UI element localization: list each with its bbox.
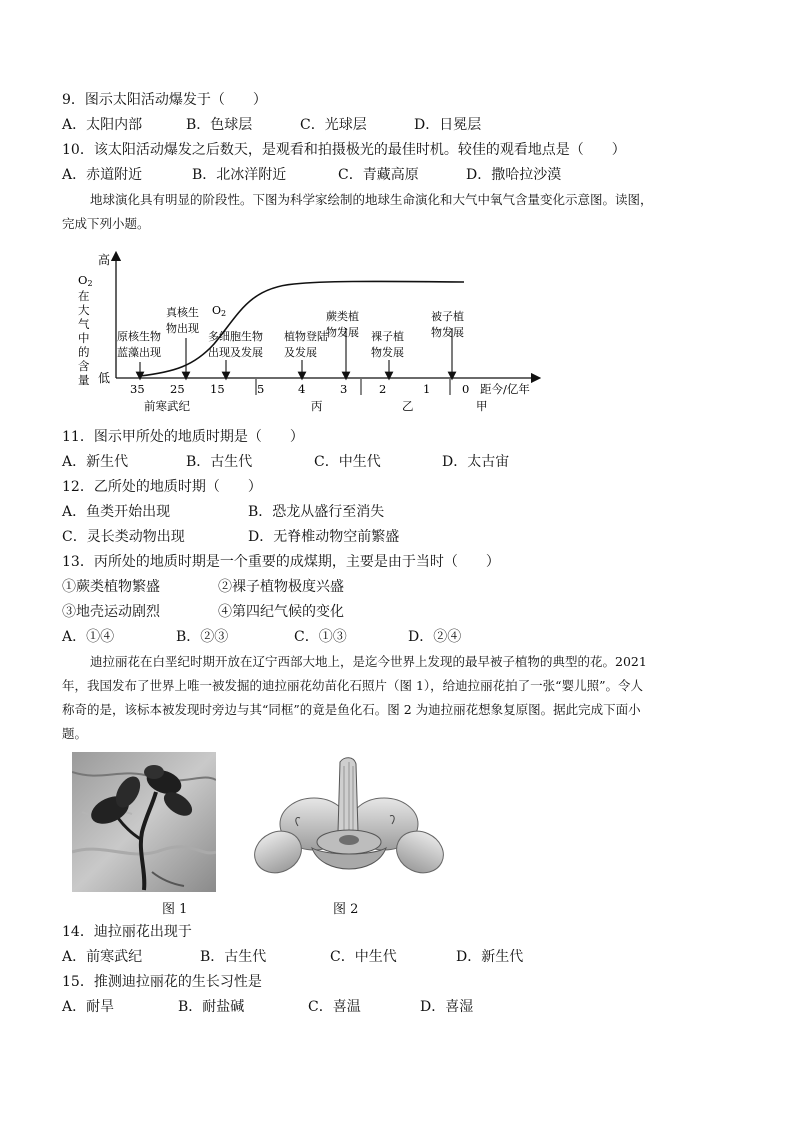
q14-option-c: C．中生代 — [330, 949, 397, 965]
svg-text:量: 量 — [78, 373, 90, 387]
passage-2-line-1: 迪拉丽花在白垩纪时期开放在辽宁西部大地上，是迄今世界上发现的最早被子植物的典型的花。2021 — [90, 654, 647, 669]
event-label-3a: 多细胞生物 — [208, 330, 263, 343]
event-label-6a: 裸子植 — [371, 330, 404, 343]
q12-option-c: C．灵长类动物出现 — [62, 529, 185, 545]
fossil-photo — [72, 752, 216, 892]
figure-2-caption: 图 2 — [333, 902, 359, 917]
tick-35: 35 — [130, 382, 145, 396]
q11-option-d: D．太古宙 — [442, 454, 510, 470]
q11-stem: 11．图示甲所处的地质时期是（ ） — [62, 429, 304, 445]
event-label-2b: 物出现 — [166, 322, 199, 335]
q13-option-b: B．②③ — [176, 629, 229, 645]
q9-option-b: B．色球层 — [186, 117, 253, 133]
q9-option-a: A．太阳内部 — [62, 117, 143, 133]
event-label-4a: 植物登陆 — [284, 330, 328, 343]
passage-1-line-2: 完成下列小题。 — [62, 216, 150, 231]
q15-option-a: A．耐旱 — [62, 999, 115, 1015]
svg-text:的: 的 — [78, 345, 90, 359]
q14-stem: 14．迪拉丽花出现于 — [62, 924, 192, 940]
y-axis-title — [78, 273, 93, 387]
passage-1 — [62, 188, 730, 236]
q15-option-d: D．喜湿 — [420, 999, 474, 1015]
q14-option-a: A．前寒武纪 — [62, 949, 143, 965]
passage-2-line-4: 题。 — [62, 726, 88, 741]
q15-option-b: B．耐盐碱 — [178, 999, 245, 1015]
passage-2-line-3: 称奇的是，该标本被发现时旁边与其“同框”的竟是鱼化石。图 2 为迪拉丽花想象复原图。据此完成下面小 — [62, 702, 641, 717]
q14-option-b: B．古生代 — [200, 949, 267, 965]
q13-stem: 13．丙所处的地质时期是一个重要的成煤期，主要是由于当时（ ） — [62, 554, 500, 570]
q10-option-a: A．赤道附近 — [62, 167, 143, 183]
era-precambrian: 前寒武纪 — [144, 399, 190, 413]
era-bing: 丙 — [311, 399, 323, 413]
tick-5: 5 — [257, 382, 265, 396]
y-high-label: 高 — [98, 253, 111, 267]
q13-option-d: D．②④ — [408, 629, 462, 645]
svg-text:气: 气 — [78, 317, 90, 331]
q10-option-d: D．撒哈拉沙漠 — [466, 167, 562, 183]
figure-1-caption: 图 1 — [162, 902, 188, 917]
q11-option-b: B．古生代 — [186, 454, 253, 470]
q10-option-c: C．青藏高原 — [338, 167, 419, 183]
tick-15: 15 — [210, 382, 225, 396]
q11-option-c: C．中生代 — [314, 454, 381, 470]
q13-statement-4: ④第四纪气候的变化 — [218, 604, 344, 620]
q13-option-c: C．①③ — [294, 629, 347, 645]
q9-stem: 9．图示太阳活动爆发于（ ） — [62, 92, 267, 108]
q12-stem: 12．乙所处的地质时期（ ） — [62, 479, 262, 495]
event-label-6b: 物发展 — [371, 346, 404, 359]
event-label-2a: 真核生 — [166, 306, 199, 319]
oxygen-evolution-chart — [64, 248, 554, 418]
event-label-1b: 蓝藻出现 — [117, 346, 161, 359]
x-tick-labels — [130, 382, 469, 396]
tick-4: 4 — [298, 382, 306, 396]
event-label-5a: 蕨类植 — [326, 310, 359, 323]
tick-3: 3 — [340, 382, 348, 396]
tick-0: 0 — [462, 382, 470, 396]
event-label-3b: 出现及发展 — [208, 346, 263, 359]
x-axis-title: 距今/亿年 — [480, 382, 530, 396]
q14-option-d: D．新生代 — [456, 949, 524, 965]
q13-statement-1: ①蕨类植物繁盛 — [62, 579, 160, 595]
q12-option-b: B．恐龙从盛行至消失 — [248, 504, 385, 520]
passage-2-line-2: 年，我国发布了世界上唯一被发掘的迪拉丽花幼苗化石照片（图 1），给迪拉丽花拍了一张“婴儿照”。令人 — [62, 678, 643, 693]
q12-option-a: A．鱼类开始出现 — [62, 504, 171, 520]
svg-text:中: 中 — [78, 331, 90, 345]
curve-label: O2 — [212, 304, 227, 318]
event-label-1a: 原核生物 — [117, 330, 161, 343]
svg-text:在: 在 — [78, 289, 90, 303]
q15-option-c: C．喜温 — [308, 999, 361, 1015]
event-label-5b: 物发展 — [326, 326, 359, 339]
event-label-7a: 被子植 — [431, 310, 464, 323]
passage-1-line-1: 地球演化具有明显的阶段性。下图为科学家绘制的地球生命演化和大气中氧气含量变化示意图。读图， — [90, 192, 653, 207]
q10-option-b: B．北冰洋附近 — [192, 167, 287, 183]
era-yi: 乙 — [402, 399, 414, 413]
event-label-7b: 物发展 — [431, 326, 464, 339]
q15-stem: 15．推测迪拉丽花的生长习性是 — [62, 974, 262, 990]
passage-2 — [62, 650, 730, 746]
q9-option-c: C．光球层 — [300, 117, 367, 133]
q12-option-d: D．无脊椎动物空前繁盛 — [248, 529, 400, 545]
svg-text:O2: O2 — [78, 273, 93, 288]
svg-text:大: 大 — [78, 303, 90, 317]
tick-2: 2 — [379, 382, 387, 396]
q10-stem: 10．该太阳活动爆发之后数天，是观看和拍摄极光的最佳时机。较佳的观看地点是（ ） — [62, 142, 626, 158]
q9-option-d: D．日冕层 — [414, 117, 482, 133]
q13-statement-2: ②裸子植物极度兴盛 — [218, 579, 344, 595]
tick-1: 1 — [423, 382, 431, 396]
era-jia: 甲 — [476, 399, 488, 413]
y-low-label: 低 — [98, 371, 111, 385]
flower-reconstruction — [252, 752, 444, 892]
tick-25: 25 — [170, 382, 185, 396]
q13-statement-3: ③地壳运动剧烈 — [62, 604, 160, 620]
event-label-4b: 及发展 — [284, 346, 317, 359]
q13-option-a: A．①④ — [62, 629, 115, 645]
q11-option-a: A．新生代 — [62, 454, 129, 470]
svg-text:含: 含 — [78, 359, 90, 373]
